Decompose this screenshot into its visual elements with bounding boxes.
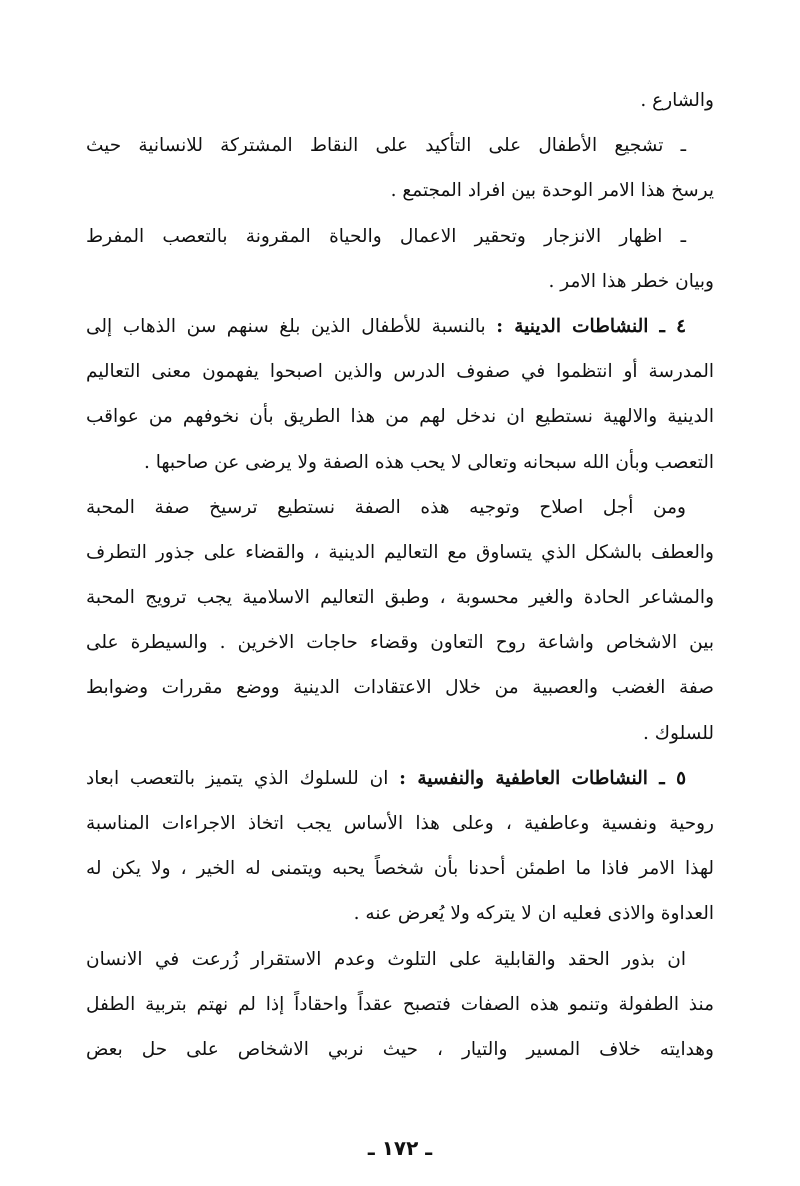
text-line: ومن أجل اصلاح وتوجيه هذه الصفة نستطيع ترسيخ صفة المحبة [86, 496, 686, 518]
text-line: العداوة والاذى فعليه ان لا يتركه ولا يُعرض عنه . [353, 903, 714, 925]
text-line: روحية ونفسية وعاطفية ، وعلى هذا الأساس يجب اتخاذ الاجراءات المناسبة [86, 813, 714, 834]
section-5-first-line [86, 756, 714, 801]
section-4-heading: ٤ ـ النشاطات الدينية : [496, 315, 686, 337]
text-line: والشارع . [640, 90, 714, 111]
text-line: التعصب وبأن الله سبحانه وتعالى لا يحب هذه الصفة ولا يرضى عن صاحبها . [143, 451, 714, 473]
text-line: وبيان خطر هذا الامر . [548, 270, 714, 292]
text-line: بين الاشخاص واشاعة روح التعاون وقضاء حاجات الاخرين . والسيطرة على [86, 632, 714, 654]
section-4-intro: بالنسبة للأطفال الذين بلغ سنهم سن الذهاب إلى [86, 315, 497, 337]
text-line: صفة الغضب والعصبية من خلال الاعتقادات الدينية ووضع مقررات وضوابط [86, 677, 714, 699]
text-line: يرسخ هذا الامر الوحدة بين افراد المجتمع . [390, 180, 714, 202]
text-line: والعطف بالشكل الذي يتساوق مع التعاليم الدينية ، والقضاء على جذور التطرف [86, 541, 714, 563]
text-line: لهذا الامر فاذا ما اطمئن أحدنا بأن شخصاً يحبه ويتمنى له الخير ، ولا يكن له [86, 858, 714, 880]
text-line: وهدايته خلاف المسير والتيار ، حيث نربي الاشخاص على حل بعض [86, 1038, 714, 1060]
text-line: للسلوك . [643, 722, 714, 744]
body-text [86, 78, 714, 1072]
text-line: ـ اظهار الانزجار وتحقير الاعمال والحياة المقرونة بالتعصب المفرط [86, 225, 686, 247]
text-line: المدرسة أو انتظموا في صفوف الدرس والذين اصبحوا يفهمون معنى التعاليم [86, 361, 714, 383]
text-line: ـ تشجيع الأطفال على التأكيد على النقاط المشتركة للانسانية حيث [86, 135, 686, 157]
page-number: ـ ١٧٢ ـ [367, 1136, 433, 1160]
section-5-intro: ان للسلوك الذي يتميز بالتعصب ابعاد [86, 767, 400, 789]
section-5-heading: ٥ ـ النشاطات العاطفية والنفسية : [399, 767, 686, 789]
text-line: منذ الطفولة وتنمو هذه الصفات فتصبح عقداً واحقاداً إذا لم نهتم بتربية الطفل [86, 993, 714, 1015]
text-line: الدينية والالهية نستطيع ان ندخل لهم من هذا الطريق بأن نخوفهم من عواقب [86, 406, 714, 428]
text-line: والمشاعر الحادة والغير محسوبة ، وطبق التعاليم الاسلامية يجب ترويج المحبة [86, 587, 714, 609]
text-line: ان بذور الحقد والقابلية على التلوث وعدم الاستقرار زُرعت في الانسان [86, 948, 686, 970]
section-4-first-line [86, 304, 714, 349]
